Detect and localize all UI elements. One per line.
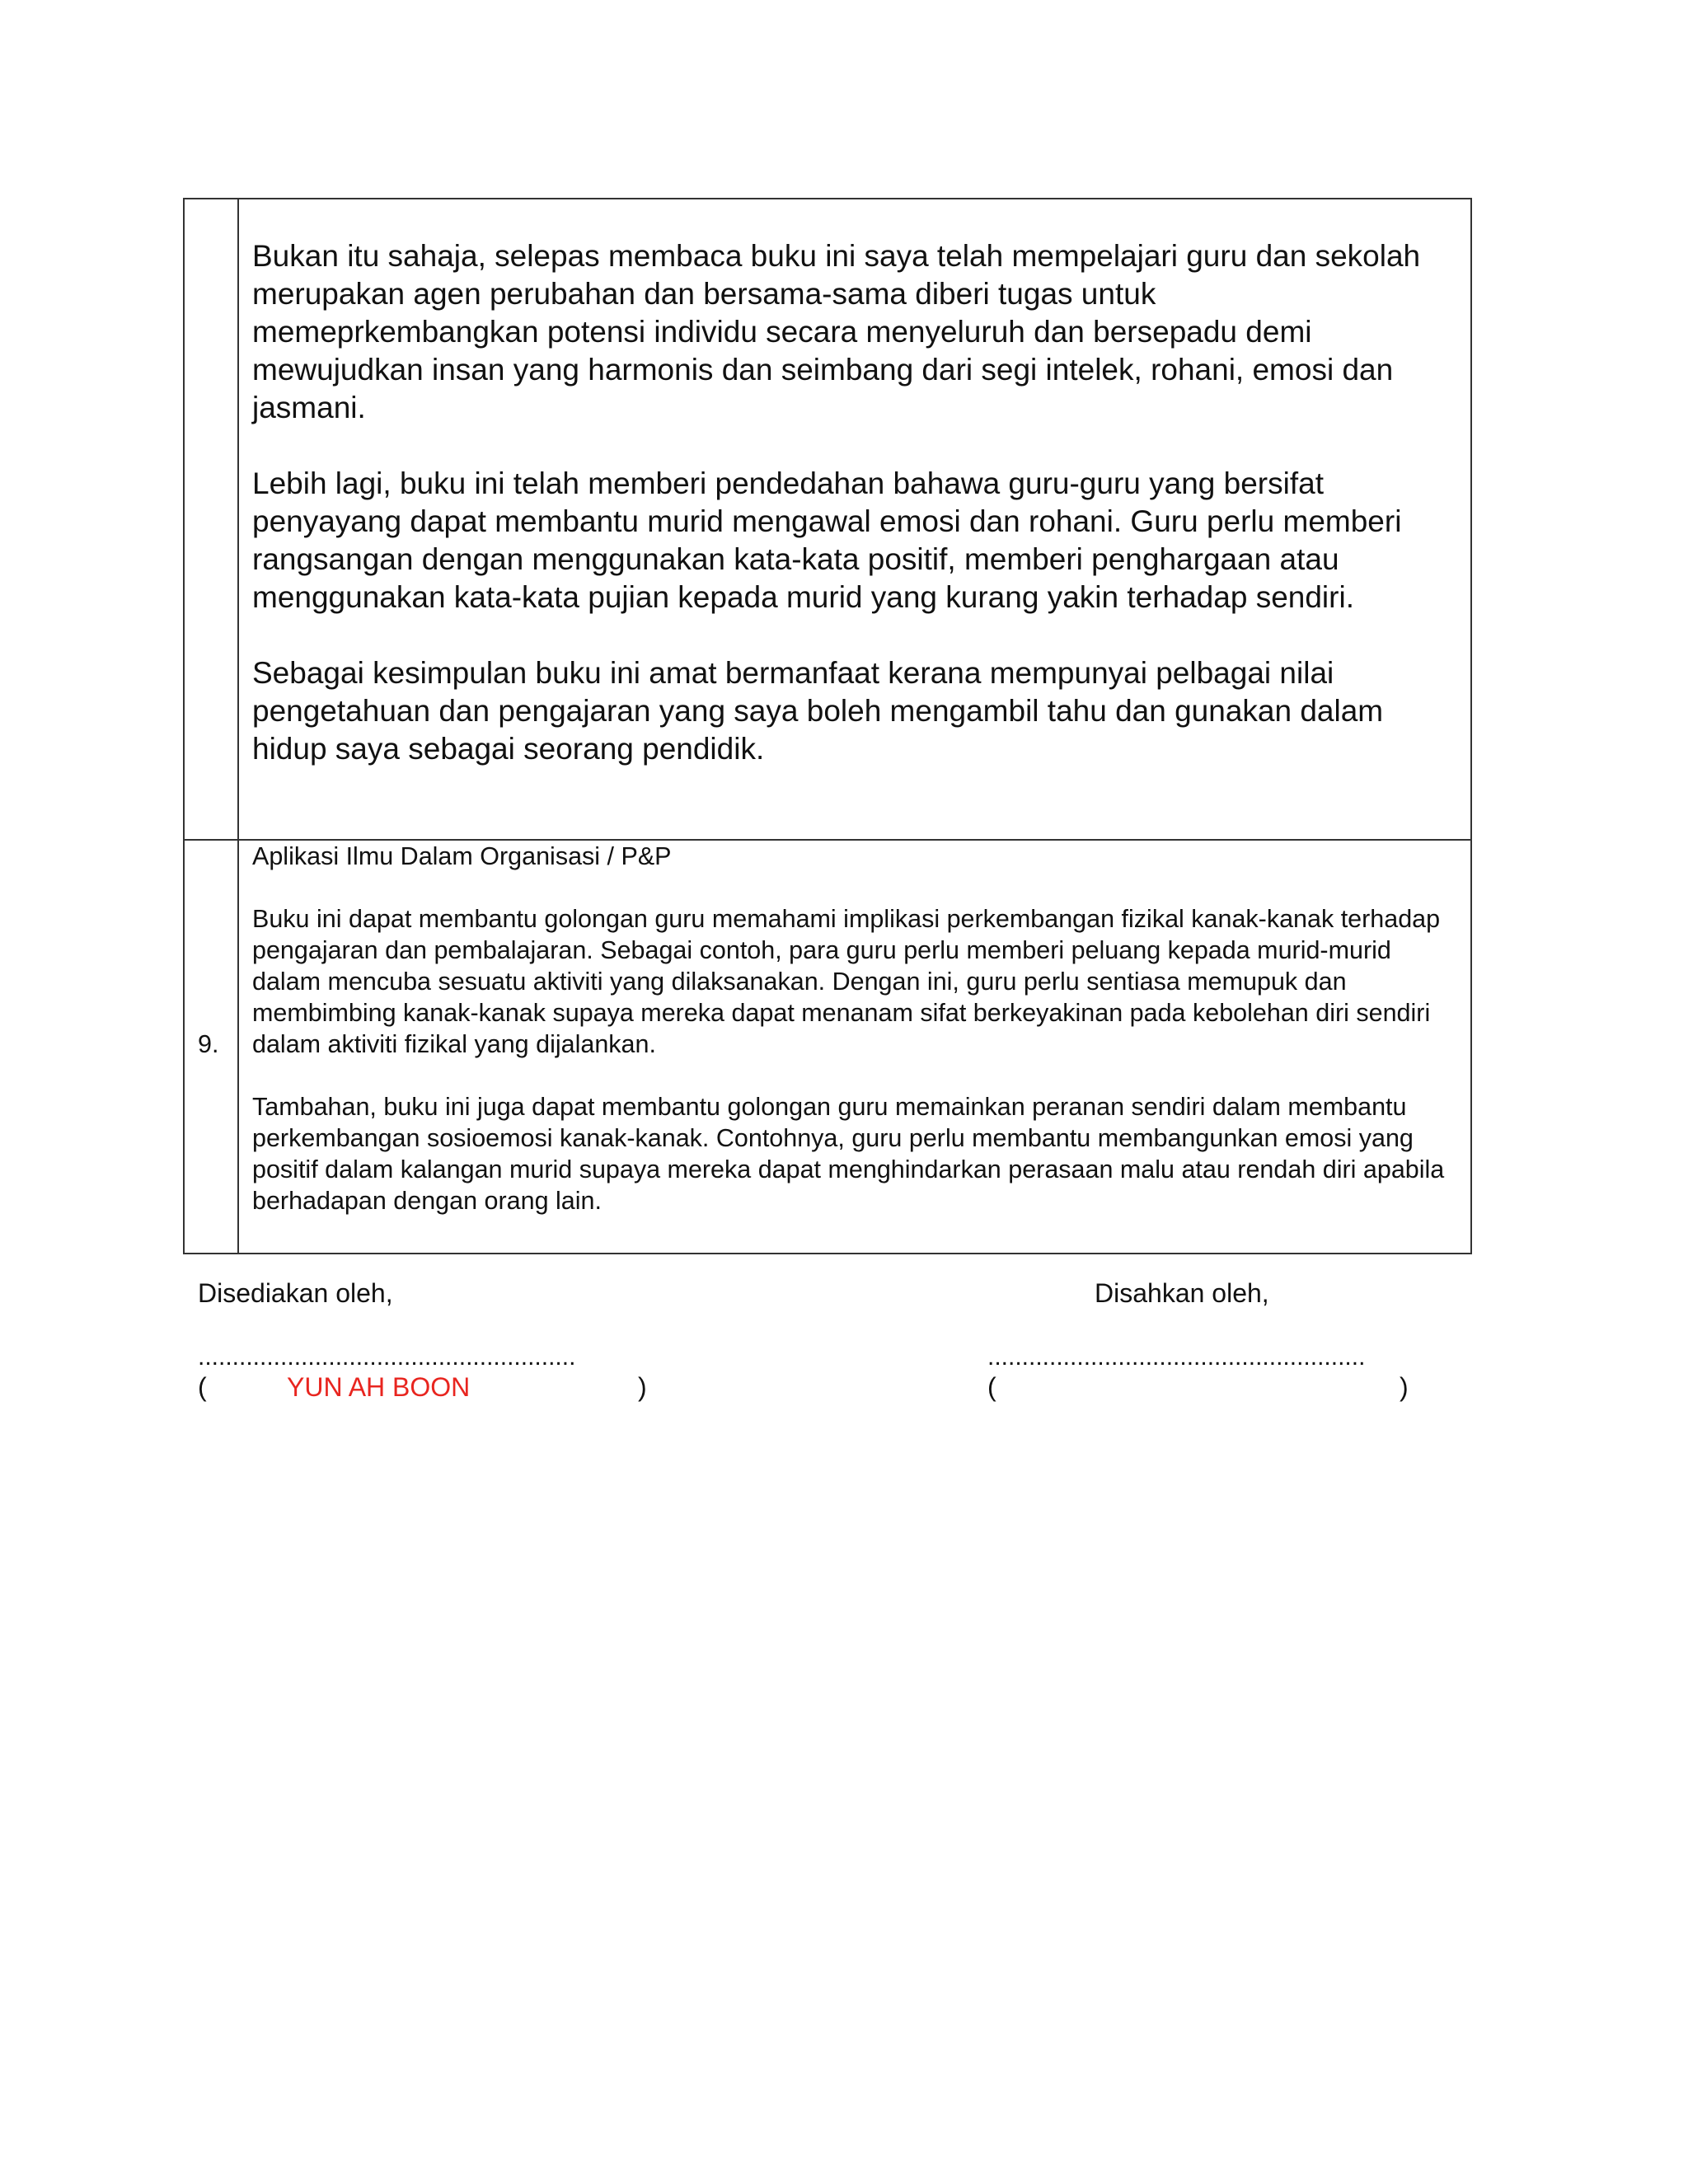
prepared-by-label: Disediakan oleh,	[198, 1278, 393, 1308]
row-content-cell	[238, 199, 1471, 840]
signature-line-left: .......................................................	[198, 1343, 576, 1371]
section-heading: Aplikasi Ilmu Dalam Organisasi / P&P	[252, 842, 672, 870]
conclusion-paragraph: Sebagai kesimpulan buku ini amat bermanfaat kerana mempunyai pelbagai nilai pengetahuan dan pengajaran yang saya boleh mengambil tahu dan gunakan dalam hidup saya sebagai seorang pendidik.	[252, 656, 1384, 766]
row-number-cell	[184, 199, 238, 840]
row-number: 9.	[198, 1030, 219, 1058]
signature-line-right: .......................................................	[987, 1343, 1366, 1371]
application-content	[239, 841, 1470, 1233]
reflection-paragraph: Lebih lagi, buku ini telah memberi pendedahan bahawa guru-guru yang bersifat penyayang dapat membantu murid mengawal emosi dan rohani. Guru perlu memberi rangsangan dengan menggunakan kata-kata positif, memberi penghargaan atau menggunakan kata-kata pujian kepada murid yang kurang yakin terhadap sendiri.	[252, 466, 1402, 614]
paren-close-left: )	[638, 1372, 647, 1402]
table-row	[184, 199, 1471, 840]
row-content-cell	[238, 840, 1471, 1254]
report-table	[183, 198, 1472, 1254]
reflection-paragraph: Bukan itu sahaja, selepas membaca buku ini saya telah mempelajari guru dan sekolah merupakan agen perubahan dan bersama-sama diberi tugas untuk memeprkembangkan potensi individu secara menyeluruh dan bersepadu demi mewujudkan insan yang harmonis dan seimbang dari segi intelek, rohani, emosi dan jasmani.	[252, 239, 1421, 424]
application-paragraph: Buku ini dapat membantu golongan guru memahami implikasi perkembangan fizikal kanak-kanak terhadap pengajaran dan pembalajaran. Sebagai contoh, para guru perlu memberi peluang kepada murid-murid dalam mencuba sesuatu aktiviti yang dilaksanakan. Dengan ini, guru perlu sentiasa memupuk dan membimbing kanak-kanak supaya mereka dapat menanam sifat berkeyakinan pada kebolehan diri sendiri dalam aktiviti fizikal yang dijalankan.	[252, 905, 1441, 1058]
row-number-cell	[184, 840, 238, 1254]
table-row	[184, 840, 1471, 1254]
prepared-by-name: YUN AH BOON	[287, 1372, 471, 1402]
application-paragraph: Tambahan, buku ini juga dapat membantu golongan guru memainkan peranan sendiri dalam membantu perkembangan sosioemosi kanak-kanak. Contohnya, guru perlu membantu membangunkan emosi yang positif dalam kalangan murid supaya mereka dapat menghindarkan perasaan malu atau rendah diri apabila berhadapan dengan orang lain.	[252, 1093, 1445, 1215]
paren-open-left: (	[198, 1372, 207, 1402]
paren-close-right: )	[1400, 1372, 1409, 1402]
reflection-content	[239, 199, 1470, 785]
paren-open-right: (	[987, 1372, 996, 1402]
approved-by-label: Disahkan oleh,	[1095, 1278, 1269, 1308]
